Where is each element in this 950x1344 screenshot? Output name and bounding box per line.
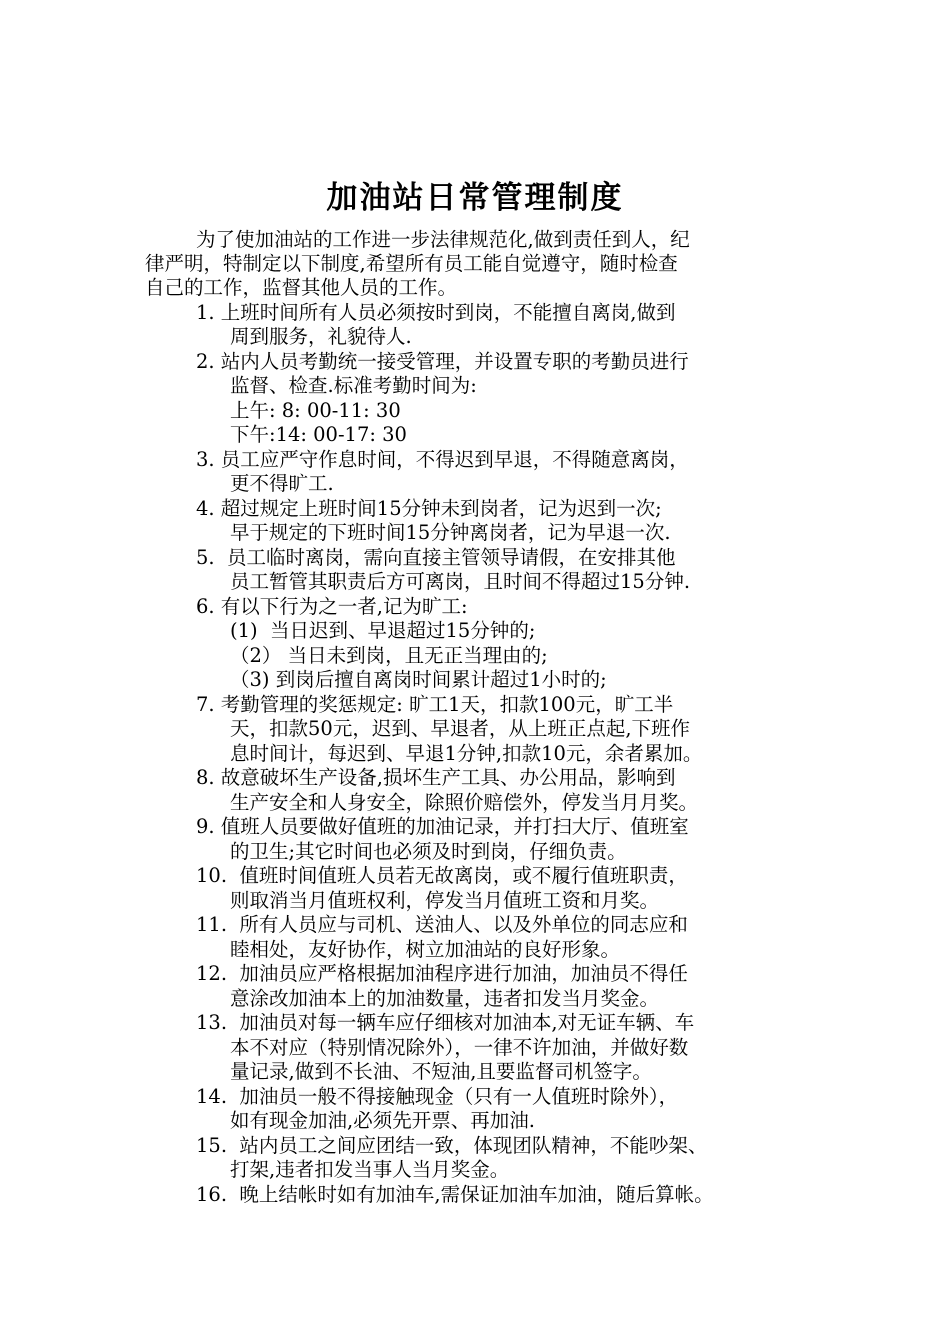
rule-15-line-1: 15. 站内员工之间应团结一致，体现团队精神，不能吵架、: [196, 1134, 708, 1157]
rule-1-line-2: 周到服务，礼貌待人.: [230, 325, 412, 348]
rule-13-line-3: 量记录,做到不长油、不短油,且要监督司机签字。: [230, 1060, 652, 1083]
document-title: 加油站日常管理制度: [326, 180, 624, 216]
rule-14-line-2: 如有现金加油,必须先开票、再加油.: [230, 1109, 535, 1132]
rule-12-line-1: 12. 加油员应严格根据加油程序进行加油，加油员不得任: [196, 962, 688, 985]
rule-2-line-4: 下午:14: 00-17: 30: [230, 423, 407, 446]
rule-4-line-1: 4. 超过规定上班时间15分钟未到岗者，记为迟到一次;: [196, 497, 662, 520]
rule-6-line-4: （3) 到岗后擅自离岗时间累计超过1小时的;: [230, 668, 607, 691]
rule-8-line-2: 生产安全和人身安全，除照价赔偿外，停发当月月奖。: [230, 791, 699, 814]
rule-9-line-1: 9. 值班人员要做好值班的加油记录，并打扫大厅、值班室: [196, 815, 689, 838]
intro-line: 自己的工作，监督其他人员的工作。: [145, 276, 458, 299]
rule-5-line-1: 5. 员工临时离岗，需向直接主管领导请假，在安排其他: [196, 546, 676, 569]
rule-13-line-1: 13. 加油员对每一辆车应仔细核对加油本,对无证车辆、车: [196, 1011, 695, 1034]
rule-3-line-2: 更不得旷工.: [230, 472, 334, 495]
rule-7-line-2: 天，扣款50元，迟到、早退者，从上班正点起,下班作: [230, 717, 691, 740]
rule-16-line-1: 16. 晚上结帐时如有加油车,需保证加油车加油，随后算帐。: [196, 1183, 714, 1206]
rule-11-line-2: 睦相处，友好协作，树立加油站的良好形象。: [230, 938, 621, 961]
rule-9-line-2: 的卫生;其它时间也必须及时到岗，仔细负责。: [230, 840, 627, 863]
rule-2-line-1: 2. 站内人员考勤统一接受管理，并设置专职的考勤员进行: [196, 350, 689, 373]
rule-14-line-1: 14. 加油员一般不得接触现金（只有一人值班时除外），: [196, 1085, 679, 1108]
rule-10-line-2: 则取消当月值班权利，停发当月值班工资和月奖。: [230, 889, 660, 912]
intro-line: 为了使加油站的工作进一步法律规范化,做到责任到人，纪: [196, 228, 690, 251]
rule-6-line-2: (1) 当日迟到、早退超过15分钟的;: [230, 619, 536, 642]
rule-10-line-1: 10. 值班时间值班人员若无故离岗，或不履行值班职责，: [196, 864, 688, 887]
rule-8-line-1: 8. 故意破坏生产设备,损坏生产工具、办公用品，影响到: [196, 766, 676, 789]
intro-line: 律严明，特制定以下制度,希望所有员工能自觉遵守，随时检查: [145, 252, 678, 275]
rule-11-line-1: 11. 所有人员应与司机、送油人、以及外单位的同志应和: [196, 913, 688, 936]
rule-2-line-3: 上午: 8: 00-11: 30: [230, 399, 401, 422]
rule-4-line-2: 早于规定的下班时间15分钟离岗者，记为早退一次.: [230, 521, 671, 544]
rule-2-line-2: 监督、检查.标准考勤时间为:: [230, 374, 477, 397]
rule-15-line-2: 打架,违者扣发当事人当月奖金。: [230, 1158, 510, 1181]
rule-6-line-3: （2） 当日未到岗，且无正当理由的;: [230, 644, 548, 667]
rule-1-line-1: 1. 上班时间所有人员必须按时到岗，不能擅自离岗,做到: [196, 301, 676, 324]
rule-6-line-1: 6. 有以下行为之一者,记为旷工:: [196, 595, 468, 618]
rule-3-line-1: 3. 员工应严守作息时间，不得迟到早退，不得随意离岗，: [196, 448, 689, 471]
rule-13-line-2: 本不对应（特别情况除外），一律不许加油，并做好数: [230, 1036, 689, 1059]
rule-5-line-2: 员工暂管其职责后方可离岗，且时间不得超过15分钟.: [230, 570, 691, 593]
rule-7-line-3: 息时间计，每迟到、早退1分钟,扣款10元，余者累加。: [230, 742, 703, 765]
rule-12-line-2: 意涂改加油本上的加油数量，违者扣发当月奖金。: [230, 987, 660, 1010]
rule-7-line-1: 7. 考勤管理的奖惩规定: 旷工1天，扣款100元，旷工半: [196, 693, 674, 716]
